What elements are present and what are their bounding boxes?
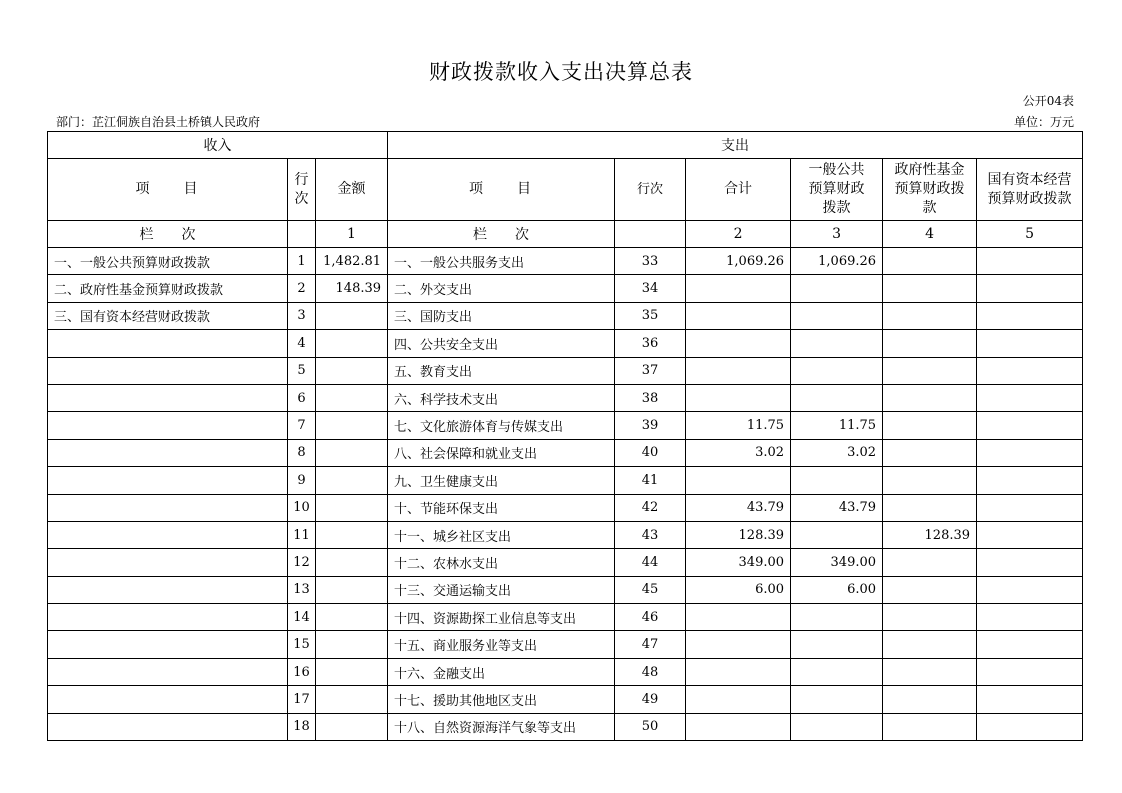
- state-capital-cell: [977, 412, 1083, 439]
- gov-fund-cell: [883, 357, 977, 384]
- total-cell: 1,069.26: [686, 248, 791, 275]
- gov-fund-cell: [883, 302, 977, 329]
- column-number-1: 1: [316, 221, 388, 248]
- general-budget-cell: [791, 521, 883, 548]
- expense-line-no-cell: 39: [615, 412, 686, 439]
- general-budget-cell: [791, 604, 883, 631]
- page-title: 财政拨款收入支出决算总表: [429, 60, 693, 84]
- state-capital-cell: [977, 658, 1083, 685]
- total-cell: 6.00: [686, 576, 791, 603]
- general-budget-cell: [791, 467, 883, 494]
- expense-item-cell: 十五、商业服务业等支出: [388, 631, 615, 658]
- expense-column-label: 栏 次: [388, 221, 615, 248]
- income-item-cell: [48, 658, 288, 685]
- income-item-cell: 一、一般公共预算财政拨款: [48, 248, 288, 275]
- expense-line-no-cell: 45: [615, 576, 686, 603]
- gov-fund-cell: [883, 439, 977, 466]
- total-cell: 349.00: [686, 549, 791, 576]
- gov-fund-cell: [883, 494, 977, 521]
- gov-fund-cell: [883, 384, 977, 411]
- gov-fund-cell: [883, 330, 977, 357]
- expense-section-header: 支出: [388, 132, 1083, 159]
- income-item-cell: [48, 384, 288, 411]
- expense-item-cell: 七、文化旅游体育与传媒支出: [388, 412, 615, 439]
- income-line-no-cell: 7: [288, 412, 316, 439]
- income-item-cell: [48, 576, 288, 603]
- income-line-no-cell: 1: [288, 248, 316, 275]
- income-line-no-cell: 9: [288, 467, 316, 494]
- total-cell: [686, 302, 791, 329]
- general-budget-cell: [791, 302, 883, 329]
- state-capital-cell: [977, 576, 1083, 603]
- income-amount-cell: [316, 521, 388, 548]
- table-row: [48, 658, 1083, 685]
- total-cell: 11.75: [686, 412, 791, 439]
- gov-fund-cell: 128.39: [883, 521, 977, 548]
- expense-item-cell: 十八、自然资源海洋气象等支出: [388, 713, 615, 740]
- expense-line-no-cell: 37: [615, 357, 686, 384]
- total-header: 合计: [686, 159, 791, 221]
- expense-item-cell: 一、一般公共服务支出: [388, 248, 615, 275]
- expense-line-no-cell: 43: [615, 521, 686, 548]
- income-amount-header: 金额: [316, 159, 388, 221]
- income-line-no-cell: 11: [288, 521, 316, 548]
- income-section-header: 收入: [48, 132, 388, 159]
- expense-line-no-cell: 40: [615, 439, 686, 466]
- gov-fund-header-text: 政府性基金预算财政拨款: [894, 162, 965, 216]
- gov-fund-cell: [883, 658, 977, 685]
- general-budget-cell: 6.00: [791, 576, 883, 603]
- total-cell: [686, 658, 791, 685]
- column-number-3: 3: [791, 221, 883, 248]
- income-item-cell: [48, 467, 288, 494]
- state-capital-cell: [977, 631, 1083, 658]
- header-row-columns: [48, 159, 1083, 221]
- gov-fund-cell: [883, 248, 977, 275]
- income-line-no-cell: 10: [288, 494, 316, 521]
- total-cell: [686, 330, 791, 357]
- income-item-cell: [48, 412, 288, 439]
- income-item-cell: [48, 604, 288, 631]
- income-amount-cell: [316, 576, 388, 603]
- expense-line-no-cell: 33: [615, 248, 686, 275]
- expense-item-cell: 二、外交支出: [388, 275, 615, 302]
- general-budget-cell: [791, 330, 883, 357]
- table-row: [48, 248, 1083, 275]
- state-capital-header-text: 国有资本经营预算财政拨款: [987, 171, 1072, 207]
- income-item-cell: [48, 521, 288, 548]
- expense-line-no-cell: 46: [615, 604, 686, 631]
- state-capital-cell: [977, 357, 1083, 384]
- income-line-no-cell: 13: [288, 576, 316, 603]
- income-item-cell: [48, 631, 288, 658]
- table-row: [48, 631, 1083, 658]
- general-budget-header-text: 一般公共预算财政拨款: [808, 162, 865, 216]
- column-number-2: 2: [686, 221, 791, 248]
- expense-column-blank: [615, 221, 686, 248]
- general-budget-cell: [791, 631, 883, 658]
- expense-line-no-cell: 49: [615, 686, 686, 713]
- income-line-no-cell: 17: [288, 686, 316, 713]
- general-budget-header: [791, 159, 883, 221]
- expense-item-cell: 十、节能环保支出: [388, 494, 615, 521]
- gov-fund-cell: [883, 631, 977, 658]
- income-amount-cell: [316, 686, 388, 713]
- income-amount-cell: [316, 467, 388, 494]
- income-line-no-cell: 6: [288, 384, 316, 411]
- expense-line-no-cell: 36: [615, 330, 686, 357]
- state-capital-cell: [977, 604, 1083, 631]
- table-row: [48, 713, 1083, 740]
- income-amount-cell: [316, 412, 388, 439]
- expense-line-no-cell: 47: [615, 631, 686, 658]
- expense-item-cell: 十四、资源勘探工业信息等支出: [388, 604, 615, 631]
- state-capital-cell: [977, 713, 1083, 740]
- table-row: [48, 494, 1083, 521]
- total-cell: 3.02: [686, 439, 791, 466]
- header-row-column-numbers: [48, 221, 1083, 248]
- general-budget-cell: 349.00: [791, 549, 883, 576]
- expense-line-no-cell: 35: [615, 302, 686, 329]
- income-amount-cell: [316, 604, 388, 631]
- income-column-label: 栏 次: [48, 221, 288, 248]
- general-budget-cell: [791, 686, 883, 713]
- state-capital-cell: [977, 549, 1083, 576]
- total-cell: [686, 357, 791, 384]
- income-column-blank: [288, 221, 316, 248]
- unit-label: 单位：万元: [1013, 115, 1074, 129]
- expense-item-cell: 十七、援助其他地区支出: [388, 686, 615, 713]
- income-amount-cell: [316, 549, 388, 576]
- total-cell: [686, 631, 791, 658]
- expense-line-no-cell: 42: [615, 494, 686, 521]
- expense-item-header: 项 目: [388, 159, 615, 221]
- table-row: [48, 412, 1083, 439]
- total-cell: [686, 713, 791, 740]
- expense-item-cell: 八、社会保障和就业支出: [388, 439, 615, 466]
- header-row-section: [48, 132, 1083, 159]
- income-line-no-cell: 15: [288, 631, 316, 658]
- expense-item-cell: 四、公共安全支出: [388, 330, 615, 357]
- state-capital-cell: [977, 248, 1083, 275]
- table-row: [48, 384, 1083, 411]
- state-capital-cell: [977, 467, 1083, 494]
- table-row: [48, 275, 1083, 302]
- income-amount-cell: [316, 631, 388, 658]
- income-amount-cell: [316, 658, 388, 685]
- state-capital-cell: [977, 521, 1083, 548]
- income-line-no-cell: 8: [288, 439, 316, 466]
- income-line-no-cell: 16: [288, 658, 316, 685]
- income-line-no-cell: 18: [288, 713, 316, 740]
- table-row: [48, 604, 1083, 631]
- gov-fund-cell: [883, 686, 977, 713]
- gov-fund-cell: [883, 576, 977, 603]
- income-item-cell: [48, 549, 288, 576]
- expense-item-cell: 三、国防支出: [388, 302, 615, 329]
- general-budget-cell: [791, 713, 883, 740]
- income-amount-cell: [316, 330, 388, 357]
- gov-fund-cell: [883, 549, 977, 576]
- form-number: 公开04表: [1022, 94, 1074, 108]
- expense-line-no-cell: 44: [615, 549, 686, 576]
- gov-fund-cell: [883, 467, 977, 494]
- total-cell: 128.39: [686, 521, 791, 548]
- state-capital-cell: [977, 330, 1083, 357]
- income-amount-cell: [316, 302, 388, 329]
- total-cell: [686, 604, 791, 631]
- expense-line-no-cell: 50: [615, 713, 686, 740]
- state-capital-cell: [977, 384, 1083, 411]
- table-row: [48, 467, 1083, 494]
- income-line-no-cell: 12: [288, 549, 316, 576]
- table-row: [48, 330, 1083, 357]
- expense-item-cell: 十一、城乡社区支出: [388, 521, 615, 548]
- gov-fund-header: [883, 159, 977, 221]
- table-row: [48, 521, 1083, 548]
- expense-line-no-cell: 38: [615, 384, 686, 411]
- table-row: [48, 549, 1083, 576]
- expense-item-cell: 十二、农林水支出: [388, 549, 615, 576]
- table-row: [48, 357, 1083, 384]
- income-item-cell: 三、国有资本经营财政拨款: [48, 302, 288, 329]
- income-line-no-cell: 5: [288, 357, 316, 384]
- general-budget-cell: 3.02: [791, 439, 883, 466]
- income-line-no-cell: 3: [288, 302, 316, 329]
- table-row: [48, 686, 1083, 713]
- total-cell: [686, 384, 791, 411]
- general-budget-cell: [791, 384, 883, 411]
- table-row: [48, 302, 1083, 329]
- income-line-no-header: [288, 159, 316, 221]
- expense-item-cell: 九、卫生健康支出: [388, 467, 615, 494]
- general-budget-cell: 1,069.26: [791, 248, 883, 275]
- column-number-5: 5: [977, 221, 1083, 248]
- state-capital-cell: [977, 686, 1083, 713]
- expense-item-cell: 十六、金融支出: [388, 658, 615, 685]
- income-item-cell: [48, 357, 288, 384]
- expense-line-no-cell: 48: [615, 658, 686, 685]
- state-capital-cell: [977, 439, 1083, 466]
- income-line-no-text: 行次: [294, 171, 309, 207]
- expense-line-no-cell: 34: [615, 275, 686, 302]
- general-budget-cell: [791, 357, 883, 384]
- income-amount-cell: [316, 439, 388, 466]
- total-cell: [686, 467, 791, 494]
- income-amount-cell: 1,482.81: [316, 248, 388, 275]
- column-number-4: 4: [883, 221, 977, 248]
- expense-line-no-cell: 41: [615, 467, 686, 494]
- gov-fund-cell: [883, 412, 977, 439]
- table-row: [48, 439, 1083, 466]
- gov-fund-cell: [883, 275, 977, 302]
- expense-item-cell: 五、教育支出: [388, 357, 615, 384]
- gov-fund-cell: [883, 604, 977, 631]
- table-row: [48, 576, 1083, 603]
- state-capital-cell: [977, 494, 1083, 521]
- expense-item-cell: 十三、交通运输支出: [388, 576, 615, 603]
- income-line-no-cell: 14: [288, 604, 316, 631]
- income-item-cell: [48, 713, 288, 740]
- income-line-no-cell: 4: [288, 330, 316, 357]
- income-item-cell: [48, 439, 288, 466]
- general-budget-cell: 43.79: [791, 494, 883, 521]
- gov-fund-cell: [883, 713, 977, 740]
- income-item-cell: [48, 494, 288, 521]
- total-cell: 43.79: [686, 494, 791, 521]
- department-label: 部门：芷江侗族自治县土桥镇人民政府: [56, 115, 261, 129]
- income-item-header: 项 目: [48, 159, 288, 221]
- income-item-cell: [48, 330, 288, 357]
- state-capital-cell: [977, 275, 1083, 302]
- expense-line-no-header: 行次: [615, 159, 686, 221]
- income-item-cell: [48, 686, 288, 713]
- income-amount-cell: [316, 357, 388, 384]
- income-amount-cell: [316, 384, 388, 411]
- general-budget-cell: [791, 658, 883, 685]
- income-item-cell: 二、政府性基金预算财政拨款: [48, 275, 288, 302]
- total-cell: [686, 275, 791, 302]
- general-budget-cell: 11.75: [791, 412, 883, 439]
- expense-item-cell: 六、科学技术支出: [388, 384, 615, 411]
- income-amount-cell: 148.39: [316, 275, 388, 302]
- total-cell: [686, 686, 791, 713]
- income-amount-cell: [316, 713, 388, 740]
- income-amount-cell: [316, 494, 388, 521]
- state-capital-header: [977, 159, 1083, 221]
- state-capital-cell: [977, 302, 1083, 329]
- income-line-no-cell: 2: [288, 275, 316, 302]
- general-budget-cell: [791, 275, 883, 302]
- budget-table: [47, 131, 1083, 741]
